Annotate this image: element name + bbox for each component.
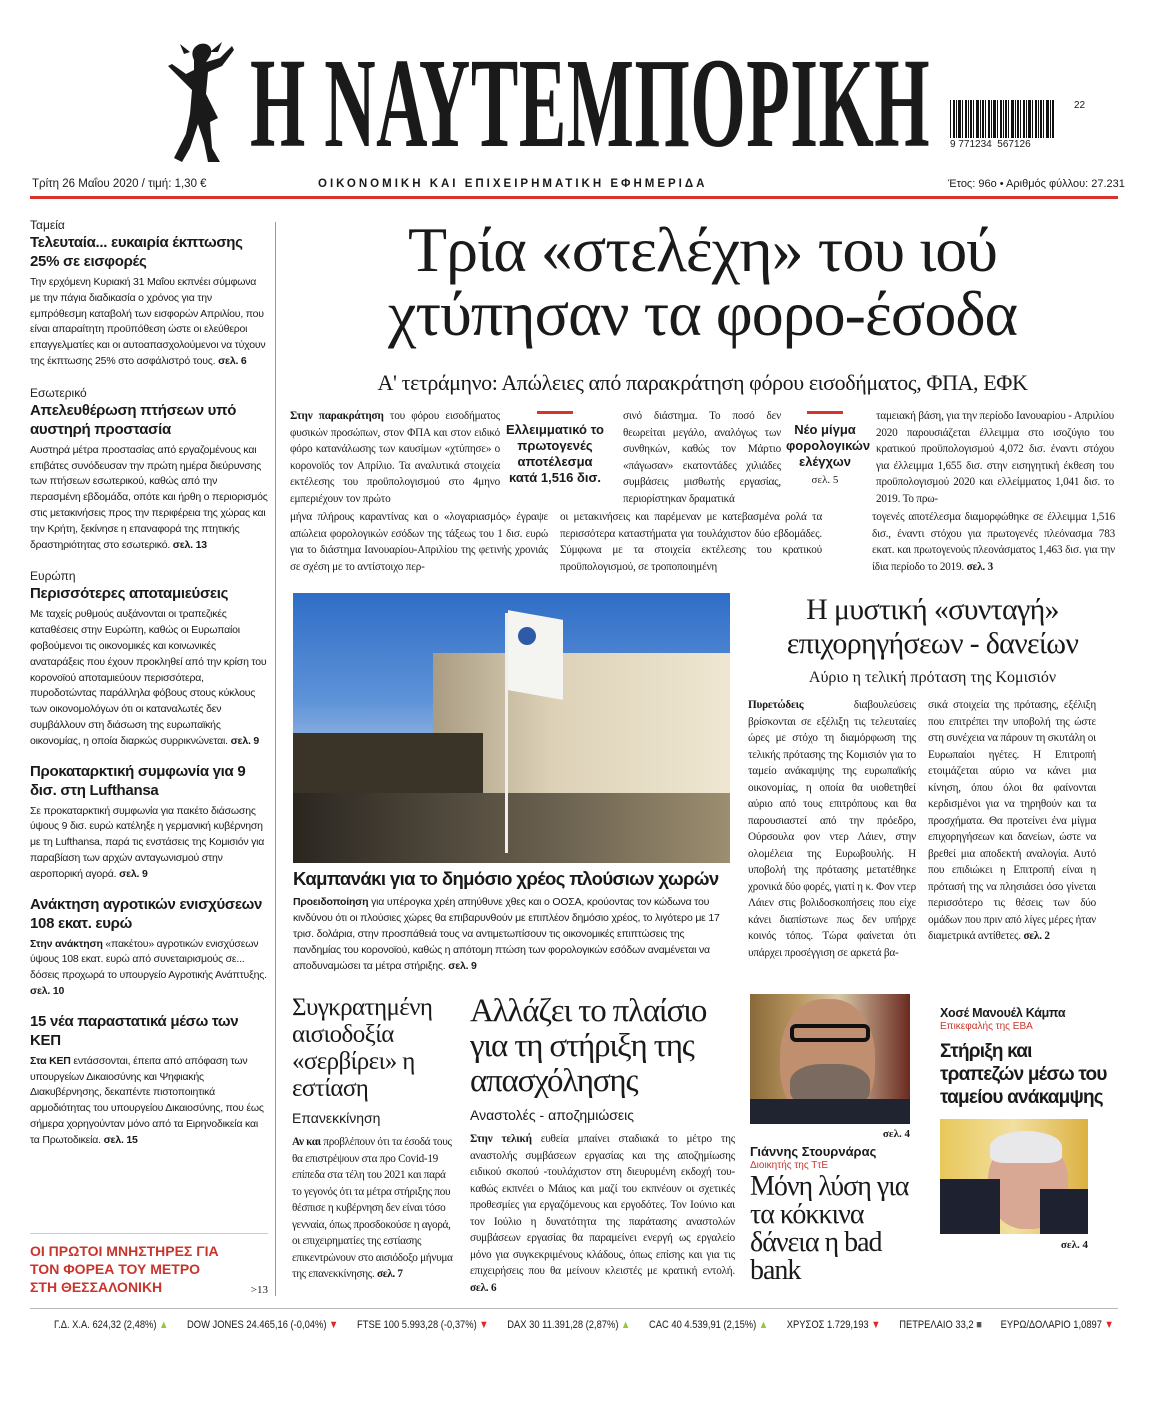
main-area bbox=[285, 214, 1120, 1296]
divider bbox=[30, 1233, 268, 1234]
barcode-bar bbox=[988, 100, 990, 138]
brief-category: Ευρώπη bbox=[30, 569, 76, 584]
barcode-bar bbox=[1052, 100, 1054, 138]
ticker-item bbox=[1001, 1319, 1114, 1331]
page-body bbox=[30, 214, 1152, 1296]
lead-word: Πυρετώδεις bbox=[748, 699, 804, 711]
page-ref[interactable]: σελ. 7 bbox=[376, 1268, 403, 1280]
text: του φόρου εισοδήματος φυσικών προσώπων, στον ΦΠΑ και στον ειδικό φόρο κατανάλωσης των καυσίμων «χτύπησε» ο κορονοϊός τον Απρίλιο. Τα αναλυτικά στοιχεία εκτέλεσης του προϋπολογισμού στο 4μηνο εμπεριέχουν τον πρώτο bbox=[290, 410, 500, 505]
brief-lead: Στα ΚΕΠ bbox=[30, 1054, 71, 1067]
ticker-label: DOW JONES bbox=[187, 1319, 244, 1331]
lead-headline-line2: χτύπησαν τα φορο-έσοδα bbox=[387, 278, 1018, 349]
ticker-value: 1,0897 bbox=[1073, 1319, 1102, 1331]
trend-up-icon: ▲ bbox=[159, 1319, 169, 1331]
page-ref[interactable]: σελ. 4 bbox=[882, 1128, 910, 1140]
stournaras-name: Γιάννης Στουρνάρας bbox=[750, 1144, 877, 1159]
ticker-value: 624,32 (2,48%) bbox=[92, 1319, 157, 1331]
photo-story-body bbox=[293, 894, 730, 974]
ticker-value: 11.391,28 (2,87%) bbox=[542, 1319, 619, 1331]
barcode-bar bbox=[1005, 100, 1007, 138]
barcode-bar bbox=[976, 100, 979, 138]
lead-col3-top: ταμειακή βάση, για την περίοδο Ιανουαρίου - Απριλίου 2020 παρουσιάζεται έλλειμμα στο ισοζύγιο του κρατικού προϋπολογισμού 4,072 δισ. έναντι στόχου για έλλειμμα 1,655 δισ. στην εισηγητική έκθεση του προϋπολογισμού 2020 και ελλείμματος 1,041 δισ. το 2019. Το πρω- bbox=[876, 410, 1114, 505]
barcode-bar bbox=[968, 100, 969, 138]
lead-dropword: Στην παρακράτηση bbox=[290, 410, 384, 422]
brief-headline[interactable]: Τελευταία... ευκαιρία έκπτωσης 25% σε εισφορές bbox=[30, 234, 243, 270]
page-ref[interactable]: σελ. 2 bbox=[1023, 930, 1050, 942]
lead-word: Αν και bbox=[292, 1136, 321, 1148]
hermes-logo-icon bbox=[160, 38, 240, 168]
barcode-bar bbox=[956, 100, 957, 138]
ticker-item bbox=[787, 1319, 881, 1331]
barcode-bar bbox=[1040, 100, 1042, 138]
brief-text: Σε προκαταρκτική συμφωνία για πακέτο διάσωσης ύψους 9 δισ. ευρώ κατέληξε η γερμανική κυβέρνηση με τη Lufthansa, παρά τις ενστάσεις της Κομισιόν για παραβίαση των αρχών ανταγωνισμού στην αεροπορική αγορά. bbox=[30, 804, 265, 880]
lead-bottom-row bbox=[285, 509, 1120, 575]
eu-story-subtitle: Αύριο η τελική πρόταση της Κομισιόν bbox=[808, 669, 1057, 686]
ticker-item bbox=[187, 1319, 338, 1331]
lead-word: Στην τελική bbox=[470, 1133, 532, 1145]
brief-text: Με ταχείς ρυθμούς αυξάνονται οι τραπεζικές καταθέσεις στην Ευρώπη, καθώς οι Ευρωπαίοι φοβούμενοι τις οικονομικές και κοινωνικές αναταράξεις που έχουν προκληθεί από την κρίση του κορονοϊού αποταμιεύουν περισσότερα, πυροδοτώντας παράλληλα φόβους στους κύκλους των οικονομολόγων ότι οι καταναλωτές δεν συμβάλλουν στη διάσωση της ευρωπαϊκής οικονομίας, η οποία διαρκώς συρρικνώνεται. bbox=[30, 608, 267, 747]
ticker-value: 1.729,193 bbox=[826, 1319, 869, 1331]
lead-col1-bottom: μήνα πλήρους καραντίνας και ο «λογαριασμός» έγραψε απώλεια φορολογικών εσόδων της τάξεως του 1 δισ. ευρώ για το διάστημα Ιανουαρίου-Απριλίου της φετινής χρονιάς σε σχέση με το αντίστοιχο περ- bbox=[290, 511, 548, 573]
line: Η μυστική «συνταγή» bbox=[806, 593, 1059, 626]
barcode-bar bbox=[1003, 100, 1004, 138]
eu-story-headline[interactable] bbox=[745, 593, 1120, 661]
lead-box-deficit[interactable] bbox=[505, 411, 605, 486]
barcode-bar bbox=[1032, 100, 1033, 138]
date-price: Τρίτη 26 Μαΐου 2020 / τιμή: 1,30 € bbox=[32, 178, 207, 190]
left-brief[interactable] bbox=[30, 762, 268, 883]
oecd-building-photo bbox=[293, 593, 730, 863]
barcode-bar bbox=[1017, 100, 1019, 138]
barcode-bar bbox=[993, 100, 996, 138]
brief-body bbox=[30, 607, 268, 749]
page-ref[interactable]: σελ. 6 bbox=[218, 354, 247, 367]
market-ticker bbox=[54, 1319, 1114, 1331]
brief-headline[interactable]: Περισσότερες αποταμιεύσεις bbox=[30, 585, 229, 603]
ticker-label: ΕΥΡΩ/ΔΟΛΑΡΙΟ bbox=[1000, 1319, 1071, 1331]
food-story bbox=[292, 994, 462, 1283]
brief-category: Εσωτερικό bbox=[30, 385, 87, 400]
box-text: Νέο μίγμα φορολογικών ελέγχων bbox=[786, 422, 871, 469]
barcode-bar bbox=[1020, 100, 1021, 138]
promo-block bbox=[30, 1219, 268, 1296]
text: για υπέρογκα χρέη απηύθυνε χθες και ο ΟΟΣΑ, κρούοντας τον κώδωνα του κινδύνου ότι οι πλούσιες χώρες θα επιβαρυνθούν με επιπλέον δημόσιο χρέος, το λιγότερο με 17 τρισ. δολάρια, στην προσπάθειά τους να αντιμετωπίσουν τις οικονομικές επιπτώσεις της πανδημίας του κορονοϊού, καθώς η απότομη πτώση των φορολογικών εσόδων αναμένεται να αποδυναμώσει τα μέτρα στήριξης. bbox=[293, 896, 720, 972]
ticker-value: 24.465,16 (-0,04%) bbox=[246, 1319, 327, 1331]
barcode-bar bbox=[973, 100, 974, 138]
ticker-value: 5.993,28 (-0,37%) bbox=[401, 1319, 477, 1331]
brief-body bbox=[30, 937, 268, 1000]
lead-col3-bottom bbox=[872, 509, 1115, 575]
brief-headline[interactable]: Απελευθέρωση πτήσεων υπό αυστηρή προστασία bbox=[30, 401, 237, 438]
food-headline[interactable]: Συγκρατημένη αισιοδοξία «σερβίρει» η εστίαση bbox=[292, 994, 433, 1102]
barcode-bars bbox=[950, 100, 1065, 138]
text: διαβουλεύσεις βρίσκονται σε εξέλιξη τις τελευταίες ώρες με στόχο τη διαμόρφωση της τελικής πρότασης της Κομισιόν για το ταμείο ανάκαμψης της ευρωπαϊκής οικονομίας, η οποία θα υιοθετηθεί αύριο από τους επιτρόπους και θα παρουσιαστεί από την πρόεδρο, Ούρσουλα φον ντερ Λάιεν, στην ολομέλεια της Ευρωβουλής. Η υποβολή της πρότασης μετατέθηκε χρονικά δύο φορές, γιατί η κ. Φον ντερ Λάιεν στις βολιδοσκοπήσεις που είχε κάνει διαπίστωνε πως δεν υπήρχε κοινός τόπος. Τώρα φαίνεται ότι υπάρχει προσέγγιση σε αρκετά βα- bbox=[748, 699, 916, 959]
barcode-addon: 22 bbox=[1074, 100, 1086, 111]
ticker-value: 4.539,91 (2,15%) bbox=[684, 1319, 757, 1331]
left-brief[interactable] bbox=[30, 386, 268, 554]
page-ref[interactable]: σελ. 15 bbox=[103, 1133, 138, 1146]
text: προβλέπουν ότι τα έσοδά τους θα επιστρέψουν στα προ Covid-19 επίπεδα στα τέλη του 2021 και παρά το γεγονός ότι τα μέτρα στήριξης που θέσπισε η κυβέρνηση δεν είναι τόσο γενναία, όπως προσδοκούσε η αγορά, οι επιχειρηματίες της εστίασης επικεντρώνουν στο αισιόδοξο μήνυμα της επανεκκίνησης. bbox=[292, 1136, 453, 1280]
barcode-bar bbox=[958, 100, 961, 138]
barcode-bar bbox=[1011, 100, 1014, 138]
tagline: ΟΙΚΟΝΟΜΙΚΗ ΚΑΙ ΕΠΙΧΕΙΡΗΜΑΤΙΚΗ ΕΦΗΜΕΡΙΔΑ bbox=[318, 178, 708, 190]
food-body bbox=[292, 1134, 457, 1283]
jobs-headline[interactable]: Αλλάζει το πλαίσιο για τη στήριξη της απασχόλησης bbox=[470, 993, 707, 1099]
campa-role: Επικεφαλής της ΕΒΑ bbox=[940, 1021, 1033, 1032]
left-brief[interactable] bbox=[30, 218, 268, 370]
brief-body bbox=[30, 275, 268, 370]
photo-story-headline[interactable]: Καμπανάκι για το δημόσιο χρέος πλούσιων χωρών bbox=[293, 868, 719, 889]
barcode-bar bbox=[1026, 100, 1027, 138]
page-ref[interactable]: σελ. 9 bbox=[448, 960, 477, 972]
trend-flat-icon: ■ bbox=[976, 1319, 982, 1331]
page-ref[interactable]: σελ. 9 bbox=[119, 867, 148, 880]
ticker-label: ΧΡΥΣΟΣ bbox=[786, 1319, 825, 1331]
barcode-bar bbox=[1023, 100, 1025, 138]
campa-photo bbox=[940, 1119, 1088, 1234]
lead-headline-line1: Τρία «στελέχη» του ιού bbox=[408, 214, 997, 285]
trend-down-icon: ▼ bbox=[329, 1319, 339, 1331]
eu-story bbox=[745, 593, 1120, 961]
ticker-label: CAC 40 bbox=[649, 1319, 682, 1331]
barcode-bar bbox=[950, 100, 951, 138]
left-brief[interactable] bbox=[30, 569, 268, 749]
barcode-bar bbox=[980, 100, 981, 138]
ticker-label: FTSE 100 bbox=[357, 1319, 400, 1331]
lead-col2-top: σινό διάστημα. Το ποσό δεν θεωρείται μεγάλο, αναλόγως των συνθηκών, καθώς τον Μάρτιο «πάγωσαν» εκατοντάδες χιλιάδες συμβάσεις μισθωτής εργασίας, περιορίστηκαν δραματικά bbox=[623, 410, 781, 505]
ticker-item bbox=[507, 1319, 630, 1331]
trend-down-icon: ▼ bbox=[871, 1319, 881, 1331]
jobs-kicker: Αναστολές - αποζημιώσεις bbox=[470, 1107, 634, 1123]
barcode-bar bbox=[1038, 100, 1039, 138]
ticker-label: DAX 30 bbox=[507, 1319, 540, 1331]
masthead-title: Η ΝΑΥΤΕΜΠΟΡΙΚΗ bbox=[250, 32, 931, 174]
page-ref[interactable]: σελ. 4 bbox=[1060, 1239, 1088, 1251]
eu-columns bbox=[745, 697, 1120, 961]
lead-box-audits[interactable] bbox=[786, 411, 871, 486]
food-kicker: Επανεκκίνηση bbox=[292, 1110, 381, 1126]
left-brief[interactable] bbox=[30, 1012, 268, 1149]
ticker-label: Γ.Δ. Χ.Α. bbox=[54, 1319, 90, 1331]
left-column bbox=[30, 218, 268, 1296]
barcode-bar bbox=[991, 100, 992, 138]
barcode-bar bbox=[1015, 100, 1016, 138]
middle-row bbox=[285, 593, 1120, 974]
stournaras-headline[interactable]: Μόνη λύση για τα κόκκινα δάνεια η bad bank bbox=[750, 1171, 909, 1286]
campa-block bbox=[940, 994, 1112, 1251]
lead-col2-bottom: οι μετακινήσεις και παρέμεναν με κατεβασμένα ρολά τα περισσότερα καταστήματα για τουλάχιστον δύο εβδομάδες. Σύμφωνα με τα στοιχεία εκτέλεσης του κρατικού προϋπολογισμού, σε τροποποιημένη bbox=[560, 511, 822, 573]
brief-body bbox=[30, 443, 268, 554]
brief-body bbox=[30, 804, 268, 883]
trend-up-icon: ▲ bbox=[758, 1319, 769, 1331]
ticker-item bbox=[649, 1319, 768, 1331]
eu-col2 bbox=[928, 697, 1096, 945]
barcode-bar bbox=[953, 100, 955, 138]
lead-subtitle: Α' τετράμηνο: Απώλειες από παρακράτηση φόρου εισοδήματος, ΦΠΑ, ΕΦΚ bbox=[377, 370, 1028, 395]
campa-headline[interactable]: Στήριξη και τραπεζών μέσω του ταμείου ανάκαμψης bbox=[940, 1041, 1107, 1108]
brief-headline[interactable]: Προκαταρκτική συμφωνία για 9 δισ. στη Lufthansa bbox=[30, 762, 246, 799]
line: επιχορηγήσεων - δανείων bbox=[786, 627, 1079, 660]
masthead-divider bbox=[30, 196, 1118, 199]
brief-text: Την ερχόμενη Κυριακή 31 Μαΐου εκπνέει σύμφωνα με την πάγια διαδικασία ο χρόνος για την εμπρόθεσμη καταβολή των εισφορών Απριλίου, που είναι απαραίτητη προϋπόθεση ώστε οι ελεύθεροι επαγγελματίες και οι αυτοαπασχολούμενοι να τύχουν της έκπτωσης 25% στο ασφάλιστρό τους. bbox=[30, 276, 266, 367]
promo-ref[interactable]: >13 bbox=[250, 1284, 268, 1296]
barcode-bar bbox=[1008, 100, 1009, 138]
brief-text: «πακέτου» αγροτικών ενισχύσεων ύψους 108 εκατ. ευρώ από συνεταιρισμούς σε... δόσεις προχωρά το υπουργείο Αγροτικής Ανάπτυξης. bbox=[30, 937, 267, 982]
red-bar bbox=[537, 411, 573, 414]
issue-info: Έτος: 96ο • Αριθμός φύλλου: 27.231 bbox=[948, 178, 1125, 190]
barcode-bar bbox=[1043, 100, 1044, 138]
brief-category: Ταμεία bbox=[30, 218, 65, 232]
column-divider bbox=[275, 222, 276, 1296]
text: ευθεία μπαίνει σταδιακά το μέτρο της αναστολής συμβάσεων εργασίας και της αποζημίωσης ειδικού σκοπού -τουλάχιστον στη διευρυμένη εκδοχή του- καθώς εκπνέει ο Μάιος και μαζί του εκπνέουν οι σχετικές προθεσμίες για εργαζόμενους και εργοδότες. Τον Ιούνιο και τον Ιούλιο η δυνατότητα της παράτασης αναστολών συμβάσεων εργασίας θα παραμείνει ενεργή ως εργαλείο μόνο για συγκεκριμένους κλάδους, όπως επίσης και για τις επιχειρήσεις που θα μείνουν κλειστές με κρατική εντολή. bbox=[470, 1133, 735, 1277]
left-briefs bbox=[30, 218, 268, 1148]
page-ref[interactable]: σελ. 6 bbox=[470, 1281, 497, 1294]
page-ref[interactable]: σελ. 3 bbox=[966, 560, 993, 573]
barcode-bar bbox=[1050, 100, 1051, 138]
page-ref[interactable]: σελ. 13 bbox=[172, 538, 207, 551]
photo-story bbox=[285, 593, 730, 974]
barcode bbox=[950, 100, 1086, 155]
lead-headline[interactable] bbox=[285, 214, 1120, 349]
brief-headline[interactable]: 15 νέα παραστατικά μέσω των ΚΕΠ bbox=[30, 1012, 239, 1049]
brief-text: Αυστηρά μέτρα προστασίας από εργαζομένους και επιβάτες συνόδευσαν την πρώτη ημέρα διεύρυνσης των πτήσεων εσωτερικού, καθώς από την περασμένη εβδομάδα, οπότε και ήρθη ο περιορισμός στις μετακινήσεις προς την περιφέρεια της χώρας και την Κρήτη, ξεκίνησε η επαναφορά της πτητικής δραστηριότητας στο εσωτερικό. bbox=[30, 443, 268, 551]
barcode-bar bbox=[1028, 100, 1031, 138]
ticker-item bbox=[54, 1319, 168, 1331]
text: σικά στοιχεία της πρότασης, εξέλιξη που επιτρέπει την υποβολή της ώστε στη συνέχεια να πάρουν τη σκυτάλη οι Ευρωπαίοι ηγέτες. Η Επιτροπή ετοιμάζεται αύριο να κάνει μια κίνηση, όπου όλοι θα φαίνονται κερδισμένοι για να τηρηθούν και τα προσχήματα. Θα προτείνει ένα μίγμα επιχορηγήσεων και δανείων, ώστε να βρεθεί μια αποδεκτή αναλογία. Αυτό που επιδιώκει η Επιτροπή είναι η πρότασή της να πλησιάσει όσο γίνεται περισσότερο τις θέσεις των δύο ομάδων που πριν από λίγες μέρες ήταν διαμετρικά αντίθετες. bbox=[928, 699, 1096, 942]
ticker-item bbox=[357, 1319, 489, 1331]
page-ref[interactable]: σελ. 9 bbox=[230, 734, 260, 747]
left-brief[interactable] bbox=[30, 895, 268, 1000]
barcode-right: 567126 bbox=[997, 139, 1031, 150]
promo-metro[interactable]: ΟΙ ΠΡΩΤΟΙ ΜΝΗΣΤΗΡΕΣ ΓΙΑ ΤΟΝ ΦΟΡΕΑ ΤΟΥ ΜΕΤΡΟ ΣΤΗ ΘΕΣΣΑΛΟΝΙΚΗ bbox=[30, 1243, 219, 1295]
brief-headline[interactable]: Ανάκτηση αγροτικών ενισχύσεων 108 εκατ. ευρώ bbox=[30, 895, 263, 932]
trend-down-icon: ▼ bbox=[1104, 1319, 1114, 1331]
barcode-bar bbox=[1035, 100, 1037, 138]
red-bar bbox=[807, 411, 843, 414]
barcode-bar bbox=[962, 100, 963, 138]
stournaras-photo bbox=[750, 994, 910, 1124]
lead-col1-top bbox=[290, 408, 500, 507]
campa-name: Χοσέ Μανουέλ Κάμπα bbox=[940, 1006, 1066, 1020]
page-ref[interactable]: σελ. 10 bbox=[30, 984, 65, 997]
trend-down-icon: ▼ bbox=[479, 1319, 489, 1331]
barcode-bar bbox=[985, 100, 986, 138]
barcode-left: 9 771234 bbox=[950, 139, 992, 150]
jobs-body bbox=[470, 1131, 735, 1296]
ticker-value: 33,2 bbox=[955, 1319, 974, 1331]
barcode-bar bbox=[965, 100, 967, 138]
box-text: Ελλειμματικό το πρωτογενές αποτέλεσμα κατά 1,516 δισ. bbox=[506, 422, 604, 485]
text: τογενές αποτέλεσμα διαμορφώθηκε σε έλλειμμα 1,516 δισ., έναντι στόχου για πρωτογενές πλεόνασμα 783 εκατ. και πρωτογενούς πλεονάσματος 1,463 δισ. για την ίδια περίοδο το 2019. bbox=[872, 511, 1115, 573]
brief-lead: Στην ανάκτηση bbox=[30, 937, 103, 950]
eu-col1 bbox=[748, 697, 916, 961]
barcode-bar bbox=[970, 100, 972, 138]
ticker-bar bbox=[30, 1308, 1118, 1334]
brief-body bbox=[30, 1054, 268, 1149]
page-ref[interactable]: σελ. 5 bbox=[811, 474, 839, 486]
stournaras-role: Διοικητής της ΤτΕ bbox=[750, 1160, 829, 1171]
stournaras-block bbox=[750, 994, 928, 1285]
barcode-bar bbox=[982, 100, 984, 138]
brief-text: εντάσσονται, έπειτα από απόφαση των υπουργείων Δικαιοσύνης και Ψηφιακής Διακυβέρνησης, δεκαπέντε πιστοποιητικά αρμοδιότητας του υπουργείου Δικαιοσύνης, που έως σήμερα χορηγούνταν μόνο από τα Ειρηνοδικεία και τα Πρωτοδικεία. bbox=[30, 1054, 264, 1146]
barcode-bar bbox=[1000, 100, 1002, 138]
jobs-story bbox=[470, 994, 735, 1296]
lead-word: Προειδοποίηση bbox=[293, 896, 369, 908]
ticker-label: ΠΕΤΡΕΛΑΙΟ bbox=[899, 1319, 953, 1331]
trend-up-icon: ▲ bbox=[621, 1319, 631, 1331]
ticker-item bbox=[899, 1319, 982, 1331]
barcode-bar bbox=[997, 100, 998, 138]
lead-top-row bbox=[285, 408, 1120, 507]
barcode-bar bbox=[1046, 100, 1049, 138]
bottom-row bbox=[285, 994, 1120, 1296]
